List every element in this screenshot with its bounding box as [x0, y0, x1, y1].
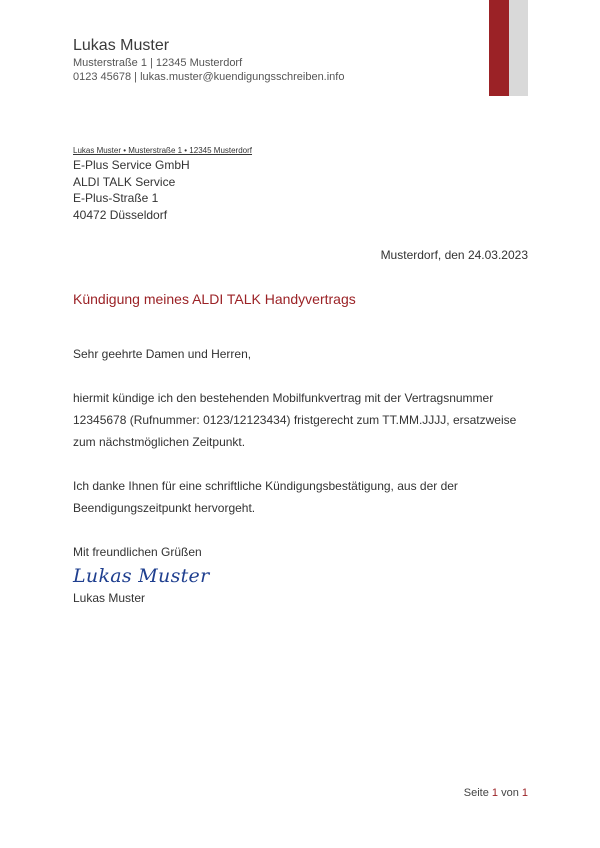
page-number — [464, 787, 528, 800]
body-paragraph: Ich danke Ihnen für eine schriftliche Kündigungsbestätigung, aus der der Beendigungszeitpunkt hervorgeht. — [73, 479, 458, 515]
sender-contact: 0123 45678 | lukas.muster@kuendigungsschreiben.info — [73, 71, 345, 83]
body-paragraph: hiermit kündige ich den bestehenden Mobilfunkvertrag mit der Vertragsnummer 12345678 (Rufnummer: 0123/12123434) fristgerecht zum TT.MM.JJJJ, ersatzweise zum nächstmöglichen Zeitpunkt. — [73, 391, 517, 449]
page-number-current: 1 — [491, 787, 499, 799]
recipient-address-block — [73, 157, 190, 223]
closing-phrase: Mit freundlichen Grüßen — [73, 545, 202, 559]
recipient-line: ALDI TALK Service — [73, 174, 176, 189]
recipient-line: 40472 Düsseldorf — [73, 207, 168, 222]
sender-name: Lukas Muster — [73, 37, 170, 54]
page-number-prefix: Seite — [463, 787, 492, 799]
letter-date: Musterdorf, den 24.03.2023 — [380, 248, 528, 262]
sender-address: Musterstraße 1 | 12345 Musterdorf — [73, 57, 243, 69]
recipient-line: E-Plus-Straße 1 — [73, 191, 159, 205]
page-number-separator: von — [498, 787, 522, 799]
recipient-line: E-Plus Service GmbH — [73, 158, 190, 172]
page-number-total: 1 — [521, 787, 528, 799]
letter-subject: Kündigung meines ALDI TALK Handyvertrags — [73, 291, 356, 307]
salutation: Sehr geehrte Damen und Herren, — [73, 347, 252, 361]
return-address-line: Lukas Muster • Musterstraße 1 • 12345 Musterdorf — [73, 146, 253, 155]
header-accent-bar-grey — [509, 0, 528, 96]
signer-name: Lukas Muster — [73, 591, 146, 605]
handwritten-signature: Lukas Muster — [73, 565, 210, 587]
header-accent-bar-red — [489, 0, 509, 96]
